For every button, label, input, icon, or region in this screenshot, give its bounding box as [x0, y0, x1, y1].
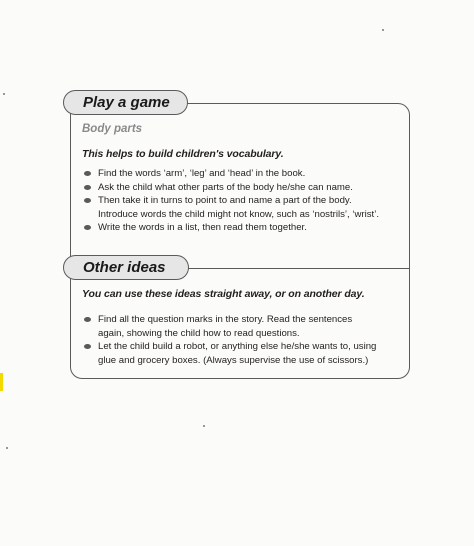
list-item	[82, 221, 407, 235]
list-item-line: Find all the question marks in the story. Read the sentences	[98, 314, 353, 325]
bullet-icon	[84, 171, 91, 176]
paper-speck	[6, 447, 8, 449]
list-item-line: Write the words in a list, then read them together.	[98, 222, 307, 233]
bullet-icon	[84, 185, 91, 190]
list-item-line: Ask the child what other parts of the body he/she can name.	[98, 181, 353, 193]
list-item	[82, 194, 407, 221]
list-item	[82, 313, 407, 340]
list-item-line: Let the child build a robot, or anything else he/she wants to, using	[98, 341, 377, 352]
paper-speck	[382, 29, 384, 31]
list-item-line: Introduce words the child might not know, such as ‘nostrils’, ‘wrist’.	[98, 208, 380, 220]
section-divider	[183, 268, 410, 269]
list-item	[82, 340, 407, 367]
list-item	[82, 167, 407, 181]
paper-speck	[203, 425, 205, 427]
list-item	[82, 181, 407, 195]
paper-speck	[3, 93, 5, 95]
other-ideas-tab: Other ideas	[63, 255, 189, 280]
other-ideas-intro: You can use these ideas straight away, or on another day.	[82, 288, 365, 300]
list-item-line: glue and grocery boxes. (Always supervise the use of scissors.)	[98, 354, 369, 366]
page-edge-mark	[0, 373, 3, 391]
body-parts-subheading: Body parts	[82, 123, 143, 135]
bullet-icon	[84, 198, 91, 203]
play-game-list	[82, 167, 407, 235]
other-ideas-list	[82, 313, 407, 367]
list-item-line: Find the words ‘arm’, ‘leg’ and ‘head’ in the book.	[98, 168, 306, 179]
list-item-line: Then take it in turns to point to and name a part of the body.	[98, 195, 352, 206]
list-item-line: again, showing the child how to read questions.	[98, 327, 300, 339]
bullet-icon	[84, 344, 91, 349]
play-game-intro: This helps to build children's vocabulary.	[82, 148, 284, 160]
play-a-game-tab: Play a game	[63, 90, 188, 115]
bullet-icon	[84, 317, 91, 322]
bullet-icon	[84, 225, 91, 230]
